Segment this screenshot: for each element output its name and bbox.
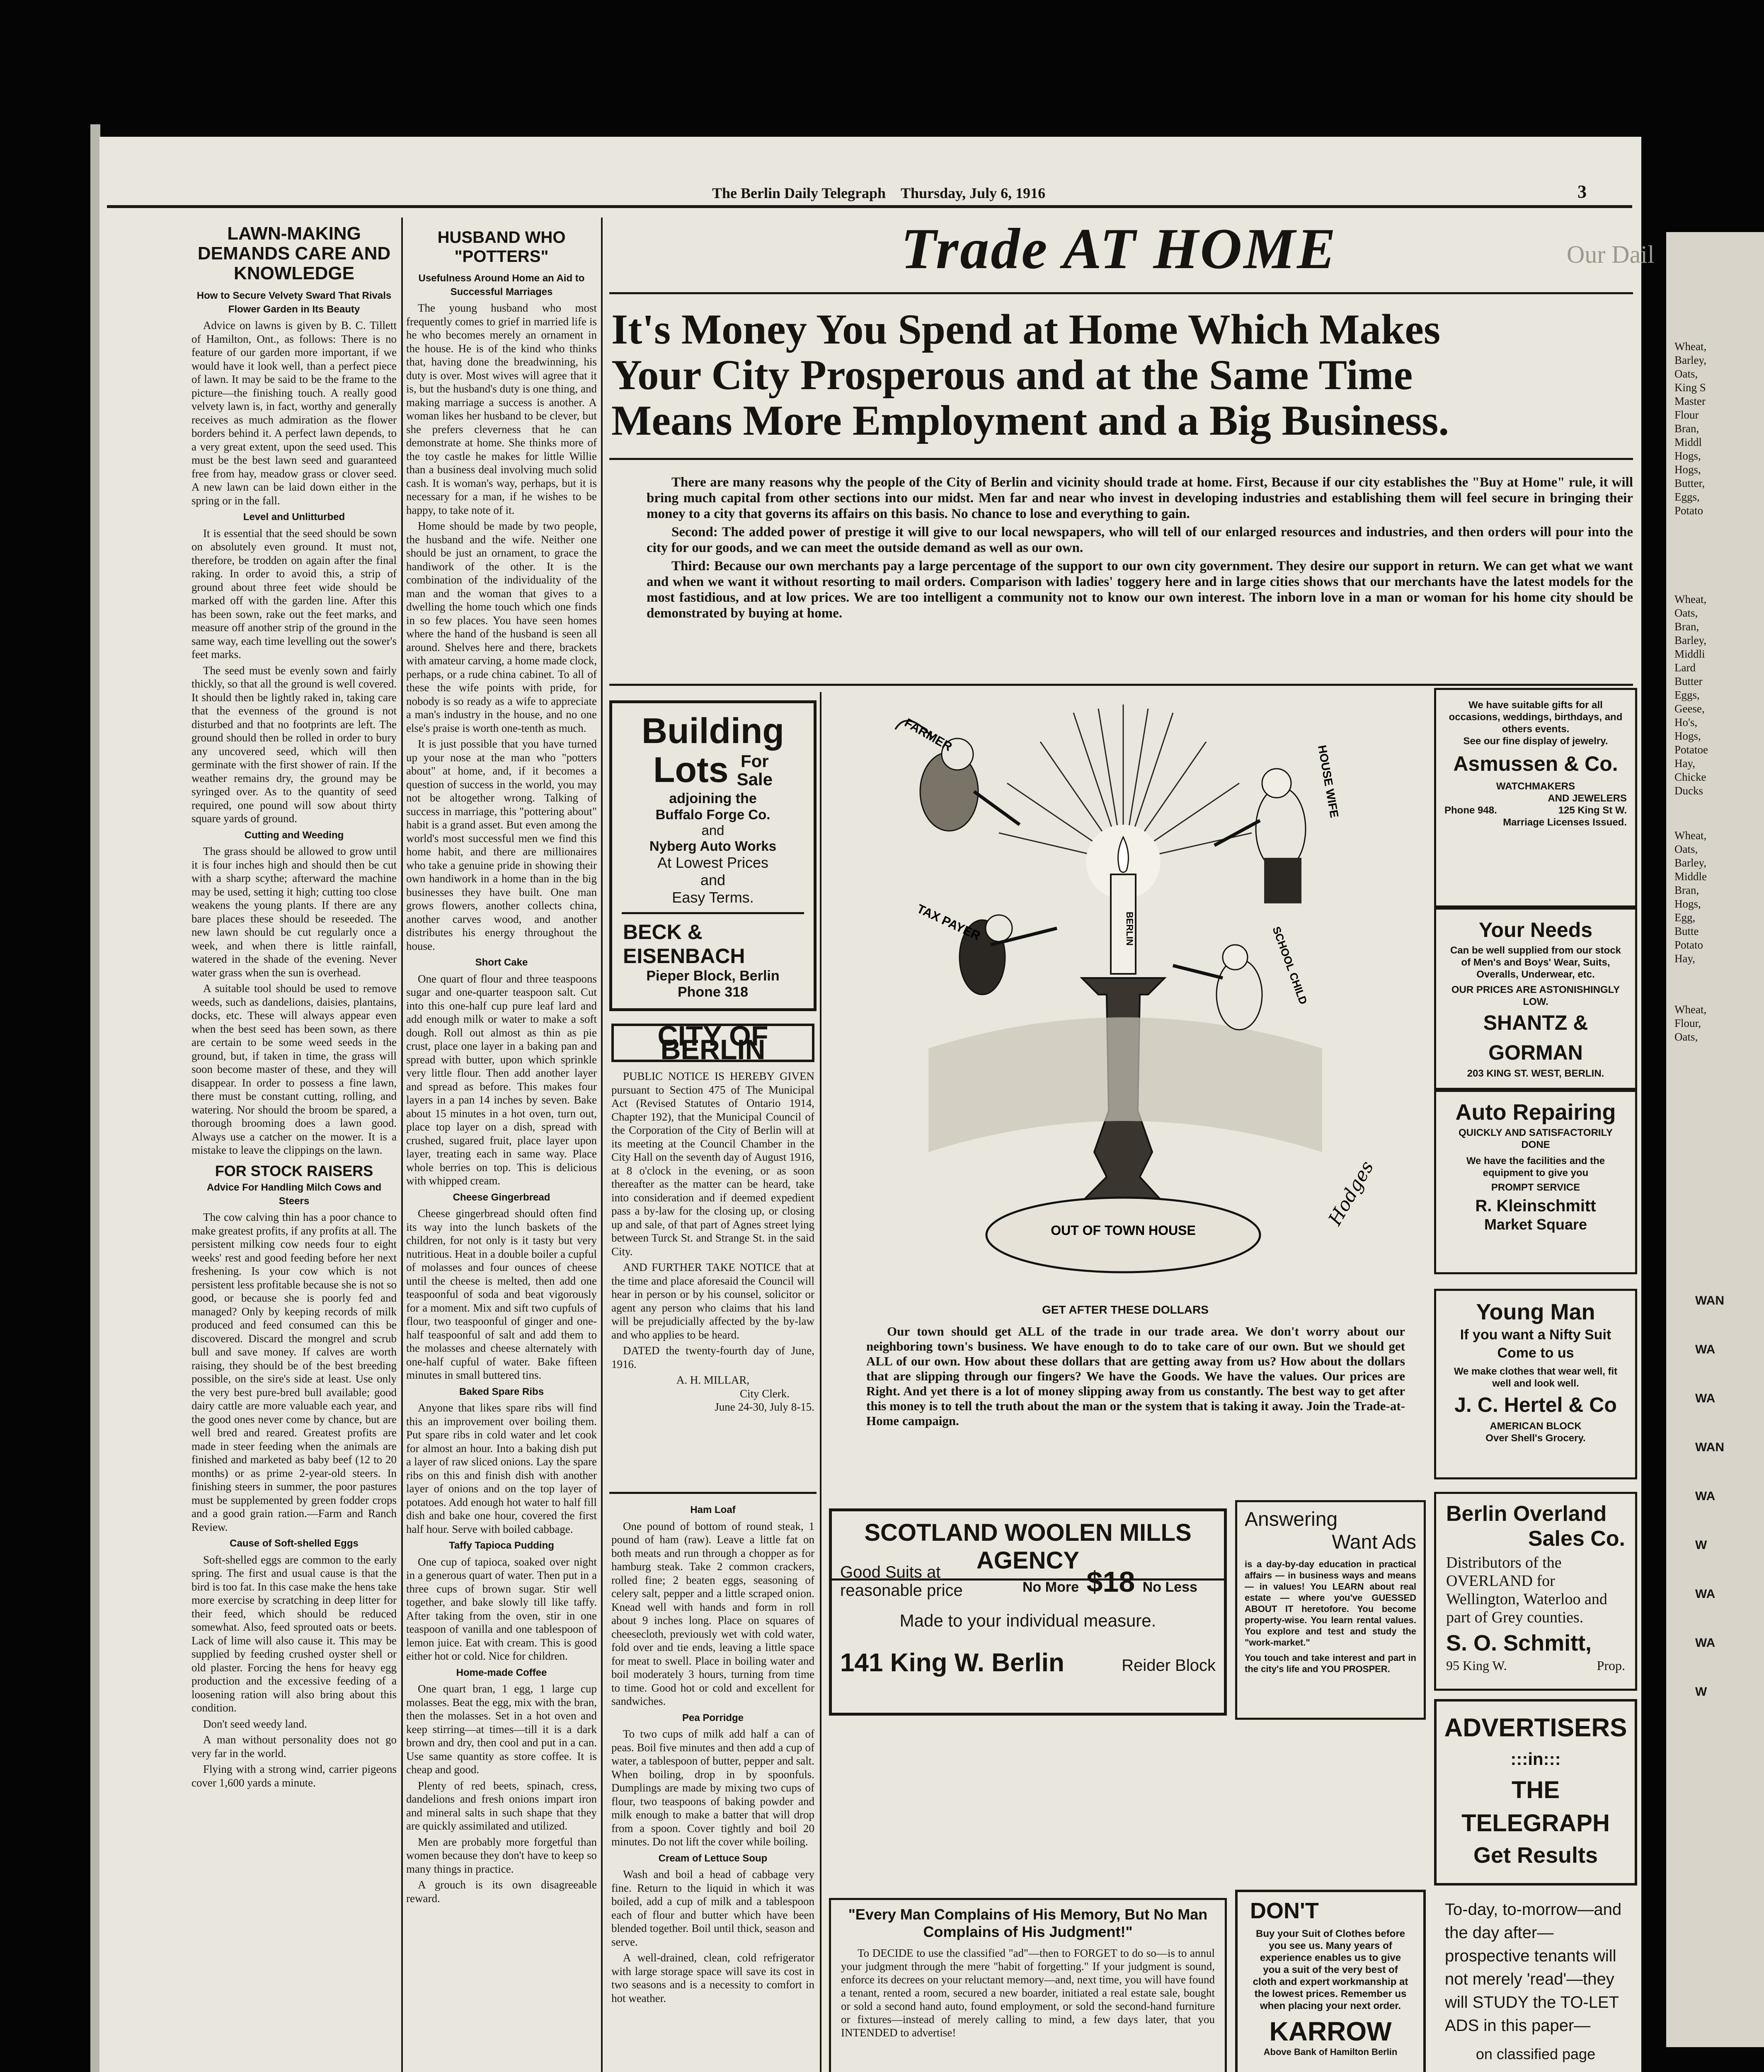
cartoon-body: Our town should get ALL of the trade in our trade area. We don't worry about our neighboring town's business. We have enough to do to take care of our own. But we should get ALL of our own. How about these dollars that are getting away from us? How about the dollars that are slipping through our fingers? We have the Goods. We have the values. Our prices are Right. And yet there is a lot of money slipping away from us constantly. The best way to get after this money is to tell the truth about the man or the system that is taking it away. Join the Trade-at-Home campaign. — [866, 1324, 1405, 1428]
wants-fragment: WA — [1695, 1587, 1716, 1601]
memory-classified-box — [829, 1898, 1227, 2072]
section-subhead: Cheese Gingerbread — [453, 1191, 550, 1203]
market-item: Potato — [1674, 939, 1703, 951]
banner-rule — [609, 292, 1633, 294]
market-item: Eggs, — [1674, 491, 1700, 503]
advertisers-ad — [1434, 1699, 1637, 1886]
ad-sale: Sale — [737, 769, 773, 789]
candle-label: BERLIN — [1124, 912, 1135, 946]
article-paragraph: Flying with a strong wind, carrier pigeons cover 1,600 yards a minute. — [191, 1763, 397, 1789]
ad-line: See our fine display of jewelry. — [1463, 736, 1608, 747]
column-rule — [601, 218, 603, 2072]
article-paragraph: Men are probably more forgetful than women because they don't have to keep so many things in practice. — [406, 1835, 597, 1875]
banner-title: Trade AT HOME — [901, 217, 1338, 281]
housewife-figure — [1214, 744, 1341, 903]
recipe-paragraph: Wash and boil a head of cabbage very fine. Return to the liquid in which it was boiled, add a cup of milk and a tablespoon each of flour and butter which have been blended together. Boil until thick, season and serve. — [611, 1868, 814, 1948]
header-rule — [107, 205, 1632, 208]
shantz-gorman-ad — [1434, 908, 1637, 1090]
market-item: Wheat, — [1674, 829, 1707, 842]
ad-address: 95 King W. — [1446, 1658, 1507, 1673]
ad-line: At Lowest Prices — [657, 854, 769, 871]
market-item: Flour, — [1674, 1017, 1701, 1029]
market-item: Barley, — [1674, 857, 1706, 869]
left-page-edge — [90, 124, 100, 2072]
column-rule — [401, 218, 403, 2072]
wing-label-farmer: FARMER — [902, 716, 955, 754]
artist-signature: Hodges — [1324, 1157, 1378, 1229]
wants-fragment: WAN — [1695, 1440, 1724, 1454]
market-item: Middl — [1674, 436, 1702, 448]
recipes-column — [611, 1500, 814, 2055]
scotland-woolen-ad — [829, 1508, 1227, 1716]
wants-list — [1695, 1276, 1762, 1716]
article-paragraph: A grouch is its own disagreeable reward. — [406, 1878, 597, 1905]
article-paragraph: It is essential that the seed should be sown on absolutely even ground. It must not, therefore, be trodden on again after the final raking. In order to avoid this, a strip of ground about three feet wide should be marked off with the garden line. After this has been sown, rake out the feet marks, and measure off another strip of the ground in the same way, each time levelling out the sower's feet marks. — [191, 527, 397, 661]
market-list-3 — [1674, 829, 1757, 966]
market-item: Eggs, — [1674, 689, 1700, 701]
market-item: Lard — [1674, 661, 1696, 674]
adjacent-market-list — [1674, 829, 1757, 966]
wants-fragment: W — [1695, 1538, 1707, 1552]
ad-name: S. O. Schmitt, — [1446, 1631, 1592, 1656]
column-rule — [820, 692, 821, 2072]
ad-for: For — [740, 751, 769, 771]
ad-name: Asmussen & Co. — [1453, 752, 1618, 775]
market-item: Flour — [1674, 409, 1699, 421]
karrow-ad — [1235, 1890, 1426, 2072]
market-list-2 — [1674, 593, 1757, 798]
banner-paragraph: There are many reasons why the people of the City of Berlin and vicinity should trade at home. First, Because if our city establishes the "Buy at Home" rule, it will bring much capital from other sections into our midst. Men far and near who invest in developing industries and establishing them will feel secure in bringing their money to a city that governs its affairs on this basis. No chance to lose and everything to gain. — [647, 475, 1633, 521]
ad-line: THE TELEGRAPH — [1461, 1777, 1610, 1837]
tolet-footer: on classified page — [1476, 2045, 1596, 2062]
headline-line-3: Means More Employment and a Big Business. — [611, 397, 1449, 444]
market-item: Hay, — [1674, 757, 1695, 770]
farmer-figure — [895, 716, 1020, 831]
article-subhead: Usefulness Around Home an Aid to Successful Marriages — [418, 273, 585, 298]
recipe-paragraph: A well-drained, clean, cold refrigerator with large storage space will save its cost in two seasons and is a necessity to comfort in hot weather. — [611, 1951, 814, 2004]
ad-line: ADVERTISERS — [1444, 1714, 1627, 1742]
article-paragraph: One quart bran, 1 egg, 1 large cup molasses. Beat the egg, mix with the bran, then the molasses. Set in a hot oven and keep stirring—at times—till it is a dark brown and dry, then cool and put in a can. Use same quantity as store coffee. It is cheap and good. — [406, 1682, 597, 1776]
recipe-title: Ham Loaf — [690, 1504, 736, 1515]
ad-line: Made to your individual measure. — [899, 1611, 1156, 1630]
ad-line: Marriage Licenses Issued. — [1503, 817, 1627, 828]
market-item: Hogs, — [1674, 730, 1701, 742]
market-item: Hogs, — [1674, 450, 1701, 462]
article-paragraph: One cup of tapioca, soaked over night in a generous quart of water. Then put in a three cups of brown sugar. Stir well together, and bake slowly till like taffy. After taking from the oven, stir in one teaspoon of vanilla and one tablespoon of lemon juice. Eat with cream. This is good either hot or cold. Nice for children. — [406, 1555, 597, 1662]
ad-price — [1023, 1565, 1197, 1598]
ad-content — [1436, 1494, 1635, 1675]
market-item: Bran, — [1674, 422, 1699, 435]
schoolchild-figure — [1173, 925, 1310, 1030]
ad-title: Young Man — [1476, 1300, 1595, 1324]
ad-name: SHANTZ & GORMAN — [1483, 1011, 1588, 1064]
notice-paragraph: AND FURTHER TAKE NOTICE that at the time and place aforesaid the Council will hear in person or by his counsel, solicitor or agent any person who claims that his land will be prejudicially affected by the by-law and who applies to be heard. — [611, 1261, 814, 1341]
notice-signature: A. H. MILLAR, — [676, 1374, 750, 1386]
banner-paragraph: Second: The added power of prestige it will give to our local newspapers, who will tell of our enlarged resources and industries, and then orders will pour into the city for our goods, and we can meet the outside demand as well as our own. — [647, 525, 1633, 555]
city-notice — [611, 1024, 814, 1488]
ad-body: Distributors of the OVERLAND for Wellington, Waterloo and part of Grey counties. — [1446, 1554, 1607, 1626]
banner-rule — [609, 684, 1633, 686]
ad-title: SCOTLAND WOOLEN MILLS AGENCY — [832, 1511, 1224, 1581]
article-paragraph: Plenty of red beets, spinach, cress, dandelions and fresh onions impart iron and mineral salts in such shape that they are quickly assimilated and utilized. — [406, 1779, 597, 1832]
headline-line-1: It's Money You Spend at Home Which Makes — [611, 306, 1441, 353]
article-paragraph: A suitable tool should be used to remove weeds, such as dandelions, daisies, plantains, docks, etc. These will always appear even when the best seed has been sown, as there are certain to be some weed seeds in the ground, but, if taken in time, the grass will soon become master of these, and they will disappear. In order to possess a fine lawn, there must be constant cutting, rolling, and watering. Nor should the broom be spared, a thorough brooming does a lawn good. Always use a catcher on the mower. It is a mistake to leave the clippings on the lawn. — [191, 982, 397, 1156]
ad-name: J. C. Hertel & Co — [1454, 1393, 1617, 1416]
ad-line: QUICKLY AND SATISFACTORILY DONE — [1458, 1127, 1613, 1150]
article-paragraph: It is just possible that you have turned up your nose at the man who "potters about" at home, and, if it becomes a question of success in the world, you may not be altogether wrong. Talking of success in marriage, this "pottering about" habit is a grand asset. But even among the world's most successful men we find this home habit, and there are millionaires who take a genuine pride in showing their own handiwork in a home than in the big businesses they have built. One man grows flowers, another collects china, another carves wood, and another distributes his energy throughout the house. — [406, 738, 597, 952]
ad-content — [1437, 1702, 1635, 1871]
section-subhead: Home-made Coffee — [456, 1667, 547, 1678]
wing-label-taxpayer: TAX PAYER — [915, 902, 983, 943]
market-item: King S — [1674, 381, 1706, 394]
ad-content — [1436, 690, 1635, 828]
article-headline: FOR STOCK RAISERS — [215, 1162, 373, 1179]
market-list-4 — [1674, 1003, 1757, 1044]
recipe-paragraph: One pound of bottom of round steak, 1 pound of ham (raw). Leave a little fat on both meats and run through a chopper as for hamburg steak. Take 2 common crackers, rolled fine; 2 beaten eggs, seasoning of celery salt, pepper and a little scraped onion. Knead well with hands and form in roll about 9 inches long. Place on squares of cheesecloth, previously wet with cold water, fold over and tie ends, leaving a little space for meat to swell. Place in boiling water and boil moderately 3 hours, turning from time to time. Good hot or cold and excellent for sandwiches. — [611, 1520, 814, 1707]
ad-prop: Prop. — [1597, 1658, 1625, 1673]
market-item: Middle — [1674, 870, 1707, 883]
ad-line: Buffalo Forge Co. — [655, 807, 771, 822]
market-item: Wheat, — [1674, 1003, 1707, 1016]
ad-contact — [1444, 804, 1627, 816]
market-item: Bran, — [1674, 620, 1699, 633]
wants-fragment: WA — [1695, 1343, 1716, 1356]
ad-line: reasonable price — [840, 1581, 963, 1600]
market-item: Master — [1674, 395, 1706, 407]
section-subhead: Cause of Soft-shelled Eggs — [230, 1538, 359, 1549]
ad-title: Auto Repairing — [1455, 1100, 1616, 1125]
ad-content — [1436, 1291, 1635, 1444]
memory-body: To DECIDE to use the classified "ad"—then to FORGET to do so—is to annul your judgment through the mere "habit of forgetting." If your judgment is sound, enforce its decrees on your reluctant memory—and, next time, you will have found a tenant, rented a room, secured a new boarder, initiated a real estate sale, bought or sold a second hand auto, found employment, or sold the second-hand furniture or fixtures—instead of merely calling to mind, a few days later, that you INTENDED to advertise! — [841, 1947, 1215, 2039]
ad-line: :::in::: — [1510, 1749, 1561, 1769]
ad-line: WATCHMAKERS — [1496, 781, 1575, 792]
ad-address: 141 King W. Berlin — [840, 1648, 1064, 1677]
ad-content — [612, 703, 814, 1000]
want-title-2: Want Ads — [1332, 1531, 1416, 1553]
karrow-name: KARROW — [1269, 2016, 1392, 2046]
section-rule — [609, 1492, 817, 1494]
karrow-body: Buy your Suit of Clothes before you see us. Many years of experience enables us to give you a suit of the very best of cloth and expert workmanship at the lowest prices. Remember us when placing your next order. — [1253, 1928, 1408, 2011]
ad-line: AND JEWELERS — [1548, 793, 1627, 804]
ad-address: Over Shell's Grocery. — [1485, 1433, 1586, 1444]
market-item: Hay, — [1674, 952, 1695, 965]
ad-title: Your Needs — [1478, 918, 1593, 942]
want-ads-box — [1235, 1500, 1426, 1720]
adjacent-market-list — [1674, 1003, 1757, 1044]
market-item: Middli — [1674, 648, 1705, 660]
section-subhead: Taffy Tapioca Pudding — [449, 1540, 554, 1551]
page-number: 3 — [1577, 182, 1587, 202]
memory-title: "Every Man Complains of His Memory, But No Man Complains of His Judgment!" — [848, 1906, 1208, 1940]
wing-label-housewife: HOUSE WIFE — [1316, 744, 1341, 819]
market-item: Barley, — [1674, 354, 1706, 366]
ad-line: and — [700, 871, 726, 888]
ad-title: Sales Co. — [1528, 1527, 1625, 1551]
recipe-title: Pea Porridge — [682, 1712, 744, 1723]
market-item: Chicke — [1674, 771, 1706, 783]
ad-block: Reider Block — [1122, 1656, 1216, 1675]
market-item: Oats, — [1674, 607, 1698, 619]
market-item: Oats, — [1674, 1031, 1698, 1043]
ad-body: Can be well supplied from our stock of Men's and Boys' Wear, Suits, Overalls, Underwear, etc. — [1450, 945, 1621, 980]
notice-paragraph: PUBLIC NOTICE IS HEREBY GIVEN pursuant to Section 475 of The Municipal Act (Revised Statutes of Ontario 1914, Chapter 192), that the Municipal Council of the Corporation of the City of Berlin will at its meeting at the Council Chamber in the City Hall on the seventh day of August 1916, at 8 o'clock in the evening, or as soon thereafter as the matter can be heard, take into consideration and if deemed expedient pass a by-law for the closing up, or closing up and sale, of that part of Agnes street lying between Turck St. and Strange St. in the said City. — [611, 1070, 814, 1258]
market-item: Hogs, — [1674, 463, 1701, 476]
hertel-ad — [1434, 1289, 1637, 1479]
market-item: Geese, — [1674, 702, 1705, 715]
article-paragraph: The grass should be allowed to grow until it is four inches high and should then be cut with a sharp scythe; afterward the machine may be used, setting it high; cutting too close weakens the young plants. If there are any bare places these should be reseeded. The new lawn should be cut regularly once a week, and when there is little rainfall, watered in the shade of the evening. Never water grass when the sun is overhead. — [191, 845, 397, 979]
market-item: Wheat, — [1674, 340, 1707, 353]
ad-line: We have suitable gifts for all occasions, weddings, birthdays, and others events. — [1449, 700, 1623, 735]
want-title — [1237, 1502, 1424, 1554]
tolet-body: To-day, to-morrow—and the day after—prospective tenants will not merely 'read'—they will STUDY the TO-LET ADS in this paper— — [1445, 1900, 1622, 2035]
market-item: Hogs, — [1674, 898, 1701, 910]
article-paragraph: The young husband who most frequently comes to grief in married life is he who becomes merely an ornament in the house. He is of the kind who thinks that, having done the breadwinning, his duty is over. Most wives will agree that it is, but the husband's duty is one thing, and making marriage a success is another. A woman likes her husband to be clever, but she prefers cleverness that he can demonstrate at home. She thinks more of the toy castle he makes for little Willie than a business deal involving much solid cash. It is woman's way, perhaps, but it is necessary for a man, if he wishes to be happy, to take note of it. — [406, 302, 597, 516]
overland-ad — [1434, 1492, 1637, 1691]
masthead-name: The Berlin Daily Telegraph — [712, 185, 886, 201]
article-subhead: How to Secure Velvety Sward That Rivals Flower Garden in Its Beauty — [196, 290, 392, 315]
base-label: OUT OF TOWN HOUSE — [1051, 1223, 1196, 1238]
ad-address: AMERICAN BLOCK — [1490, 1421, 1582, 1432]
market-item: Butte — [1674, 925, 1699, 937]
auto-repair-ad — [1434, 1090, 1637, 1274]
ad-phone: Phone 318 — [677, 984, 749, 1000]
section-subhead: Cutting and Weeding — [244, 829, 344, 841]
building-lots-ad — [609, 700, 817, 1011]
banner-paragraph: Third: Because our own merchants pay a large percentage of the support to our own city government. They desire our support in return. We can get what we want and when we want it without resorting to mail orders. Comparison with ladies' toggery here and in large cities shows that our merchants have the latest models for the most fastidious, and at low prices. We are too intelligent a community not to know our own interest. The inborn love in a man or woman for his home city should be demonstrated by buying at home. — [647, 559, 1633, 621]
notice-paragraph: DATED the twenty-fourth day of June, 1916. — [611, 1344, 814, 1370]
article-paragraph: The cow calving thin has a poor chance to make greatest profits, if any profits at all. The persistent milking cow needs four to eight weeks' rest and good feeding before her next freshening. Is your cow which is not persistent less profitable because she is not so good, or because she is poorly fed and managed? Only by keeping records of milk produced and feed consumed can this be discovered. Discard the mongrel and scrub bull and save money. If calves are worth raising, they should be of the best breeding possible, on the sire's side at least. Use only the very best pure-bred bull available; good dairy cattle are more valuable each year, and the good ones never come by chance, but are well bred and reared. Greatest profits are made in steer feeding when the animals are finished and marketed as baby beef (12 to 20 months) or as prime 2-year-old steers. In finishing steers in summer, the poor pastures must be supplemented by green fodder crops and a good grain ration.—Farm and Ranch Review. — [191, 1211, 397, 1533]
article-headline: HUSBAND WHO "POTTERS" — [437, 228, 566, 266]
recipe-paragraph: To two cups of milk add half a can of peas. Boil five minutes and then add a cup of water, a tablespoon of butter, pepper and salt. When boiling, drop in by spoonfuls. Dumplings are made by mixing two cups of flour, two teaspoons of baking powder and milk enough to make a batter that will drop from a spoon. Cover tightly and boil 20 minutes. Do not lift the cover while boiling. — [611, 1728, 814, 1848]
ad-phone: Phone 948. — [1444, 805, 1497, 816]
ad-contact — [1446, 1656, 1625, 1675]
ad-row — [840, 1563, 963, 1600]
ad-name: R. Kleinschmitt — [1475, 1197, 1596, 1215]
wants-fragment: W — [1695, 1685, 1707, 1699]
section-subhead: Baked Spare Ribs — [459, 1386, 544, 1397]
ad-address: Market Square — [1484, 1216, 1587, 1233]
wants-fragment: WA — [1695, 1636, 1716, 1650]
ad-name: BECK & — [623, 920, 703, 944]
banner-headline — [611, 307, 1635, 443]
article-paragraph: Don't seed weedy land. — [203, 1717, 307, 1730]
ad-line: We have the facilities and the equipment to give you — [1466, 1155, 1605, 1179]
market-item: Bran, — [1674, 884, 1699, 896]
article-paragraph: Anyone that likes spare ribs will find this an improvement over boiling them. Put spare ribs in cold water and let cook for almost an hour. Into a baking dish put a layer of raw sliced onions. Lay the spare ribs on this and finish dish with another layer of onions and on the top layer of potatoes. Add enough hot water to half fill dish and bake one hour, covered the first half hour. Serve with boiled cabbage. — [406, 1402, 597, 1535]
article-paragraph: The seed must be evenly sown and fairly thickly, so that all the ground is well covered. It should then be lightly raked in, taking care that the evenness of the ground is not disturbed and that no footprints are left. The ground should then be rolled in order to bury any uncovered seed, which will then germinate with the first shower of rain. If the weather remains dry, the ground may be syringed over. As to the quantity of seed required, one pound will sow about thirty square yards of ground. — [191, 664, 397, 825]
ad-line: Come to us — [1497, 1345, 1574, 1361]
cartoon-illustration — [825, 696, 1426, 1293]
want-body-2: You touch and take interest and part in the city's life and YOU PROSPER. — [1245, 1653, 1416, 1674]
taxpayer-figure — [915, 902, 1057, 995]
adjacent-market-list — [1674, 593, 1757, 798]
ad-line: adjoining the — [669, 791, 757, 806]
ad-line: PROMPT SERVICE — [1491, 1182, 1580, 1193]
market-item: Oats, — [1674, 368, 1698, 380]
want-body: is a day-by-day education in practical affairs — in business ways and means — in values! You LEARN about real estate — where you've GUESSED ABOUT IT heretofore. You become property-wise. You learn rental values. You explore and test and study the "work-market." — [1245, 1559, 1416, 1648]
ad-line: Nyberg Auto Works — [649, 838, 777, 854]
ad-heading: Building — [642, 711, 784, 751]
banner-rule — [609, 458, 1633, 460]
recipe-title: Cream of Lettuce Soup — [658, 1852, 768, 1864]
masthead-date — [712, 184, 1045, 202]
notice-title: CITY OF BERLIN — [611, 1024, 814, 1062]
market-item: Egg, — [1674, 911, 1696, 924]
asmussen-ad — [1434, 688, 1637, 908]
want-title-1: Answering — [1245, 1508, 1338, 1530]
article-subhead: Advice For Handling Milch Cows and Steers — [206, 1182, 382, 1207]
adjacent-wants-column — [1695, 1276, 1762, 1716]
adjacent-market-list — [1674, 340, 1757, 518]
section-subhead: Level and Unlitturbed — [243, 511, 345, 523]
page-header — [107, 184, 1636, 201]
ad-heading: Lots — [653, 750, 729, 790]
ad-line: If you want a Nifty Suit — [1460, 1327, 1611, 1343]
ad-price-amount: $18 — [1086, 1566, 1135, 1598]
column-2 — [406, 224, 597, 2072]
ad-heading-row — [612, 750, 814, 791]
article-paragraph: Soft-shelled eggs are common to the early spring. The first and usual cause is that the bird is too fat. In this case make the hens take more exercise by scratching in deep litter for their feed, which should be reduced somewhat. Also, feed sprouted oats or beets. Lack of lime will also cause it. This may be supplied by feeding crushed oyster shell or old plaster. Forcing the hens for heavy egg production and the excessive feeding of a loosening ration will also bring about this condition. — [191, 1553, 397, 1714]
karrow-title: DON'T — [1250, 1898, 1319, 1923]
market-item: Ducks — [1674, 784, 1703, 797]
wants-fragment: WA — [1695, 1489, 1716, 1503]
ad-line: OUR PRICES ARE ASTONISHINGLY LOW. — [1451, 984, 1620, 1007]
article-paragraph: Home should be made by two people, the husband and the wife. Neither one should be just an ornament, to grace the handiwork of the other. It is the combination of the individuality of the man and the woman that gives to a dwelling the home touch which one finds in so few places. You have seen homes where the hand of the husband is seen all around. Shelves here and there, brackets with amateur carving, a home made clock, perhaps, or a rude china cabinet. To all of these the wife points with pride, for nobody is so ready as a wife to appreciate a man's industry in the house, and no one else's praise is worth one-tenth as much. — [406, 520, 597, 734]
ad-line: Easy Terms. — [672, 889, 754, 906]
notice-dates: June 24-30, July 8-15. — [715, 1401, 814, 1413]
ad-content — [1436, 910, 1635, 1080]
ad-content — [1436, 1092, 1635, 1233]
market-item: Barley, — [1674, 634, 1706, 646]
market-item: Butter — [1674, 675, 1703, 687]
ad-line: Good Suits at — [840, 1563, 941, 1581]
ad-rule — [622, 912, 804, 914]
article-headline: LAWN-MAKING DEMANDS CARE AND KNOWLEDGE — [197, 224, 391, 283]
wants-fragment: WAN — [1695, 1294, 1724, 1307]
article-paragraph: A man without personality does not go very far in the world. — [191, 1733, 397, 1760]
karrow-address: Above Bank of Hamilton Berlin — [1263, 2047, 1398, 2057]
market-item: Butter, — [1674, 477, 1705, 489]
ad-title: Berlin Overland — [1446, 1502, 1607, 1526]
ad-no-less: No Less — [1142, 1579, 1197, 1595]
market-item: Potatoe — [1674, 743, 1708, 756]
ad-name: EISENBACH — [623, 944, 745, 968]
ad-line: Get Results — [1473, 1843, 1598, 1868]
ad-address: 203 KING ST. WEST, BERLIN. — [1467, 1068, 1604, 1079]
headline-line-2: Your City Prosperous and at the Same Time — [611, 351, 1413, 399]
article-paragraph: One quart of flour and three teaspoons sugar and one-quarter teaspoon salt. Cut into this one-half cup pure leaf lard and add enough milk or water to make a soft dough. Roll out almost as thin as pie crust, place one layer in a baking pan and spread with butter, upon which sprinkle very little flour. Then add another layer and spread as before. This makes four layers in a pan 14 inches by seven. Bake about 15 minutes in a hot oven, turn out, place top layer on a dish, spread with crushed, sugared fruit, place layer upon layer, treating each in same way. Place whole berries on top. This is delicious with whipped cream. — [406, 972, 597, 1187]
market-item: Ho's, — [1674, 716, 1698, 729]
ad-line: and — [701, 823, 724, 838]
article-paragraph: Cheese gingerbread should often find its way into the lunch baskets of the children, for not only is it tasty but very nutritious. Heat in a double boiler a cupful of molasses and four ounces of cheese until the cheese is melted, then add one teaspoonful of soda and beat vigorously for a moment. Mix and sift two cupfuls of flour, two teaspoonful of ginger and one-half teaspoonful of salt and add them to the molasses and cheese alternately with one-half cupful of water. Bake fifteen minutes in small buttered tins. — [406, 1207, 597, 1381]
wing-label-schoolchild: SCHOOL CHILD — [1270, 925, 1310, 1006]
ad-no-more: No More — [1023, 1579, 1079, 1595]
market-item: Potato — [1674, 504, 1703, 517]
market-list-1 — [1674, 340, 1757, 518]
column-1 — [191, 224, 397, 2072]
cartoon-caption: GET AFTER THESE DOLLARS — [1042, 1303, 1209, 1316]
banner-body — [647, 474, 1633, 624]
market-item: Oats, — [1674, 843, 1698, 855]
issue-date: Thursday, July 6, 1916 — [901, 185, 1046, 201]
article-paragraph: Advice on lawns is given by B. C. Tillett of Hamilton, Ont., as follows: There is no feature of our garden more important, if we would have it look well, than a perfect piece of lawn. It may be said to be the frame to the picture—the finishing touch. A really good velvety lawn is, in fact, worthy and generally receives as much admiration as the flower borders behind it. A perfect lawn depends, to a very great extent, upon the seed used. This must be the best lawn seed and guaranteed free from hay, meadow grass or clover seed. A new lawn can be laid down either in the spring or in the fall. — [191, 319, 397, 507]
adjacent-faint-heading: Our Dail — [1567, 241, 1655, 268]
market-item: Wheat, — [1674, 593, 1707, 605]
ad-address: Pieper Block, Berlin — [646, 968, 780, 984]
ad-line: We make clothes that wear well, fit well and look well. — [1454, 1366, 1618, 1389]
notice-title-clerk: City Clerk. — [740, 1387, 790, 1400]
wants-fragment: WA — [1695, 1392, 1716, 1405]
ad-for-sale — [737, 752, 773, 789]
tolet-ad — [1434, 1890, 1637, 2072]
ad-address: 125 King St W. — [1558, 805, 1627, 816]
section-subhead: Short Cake — [475, 957, 528, 968]
